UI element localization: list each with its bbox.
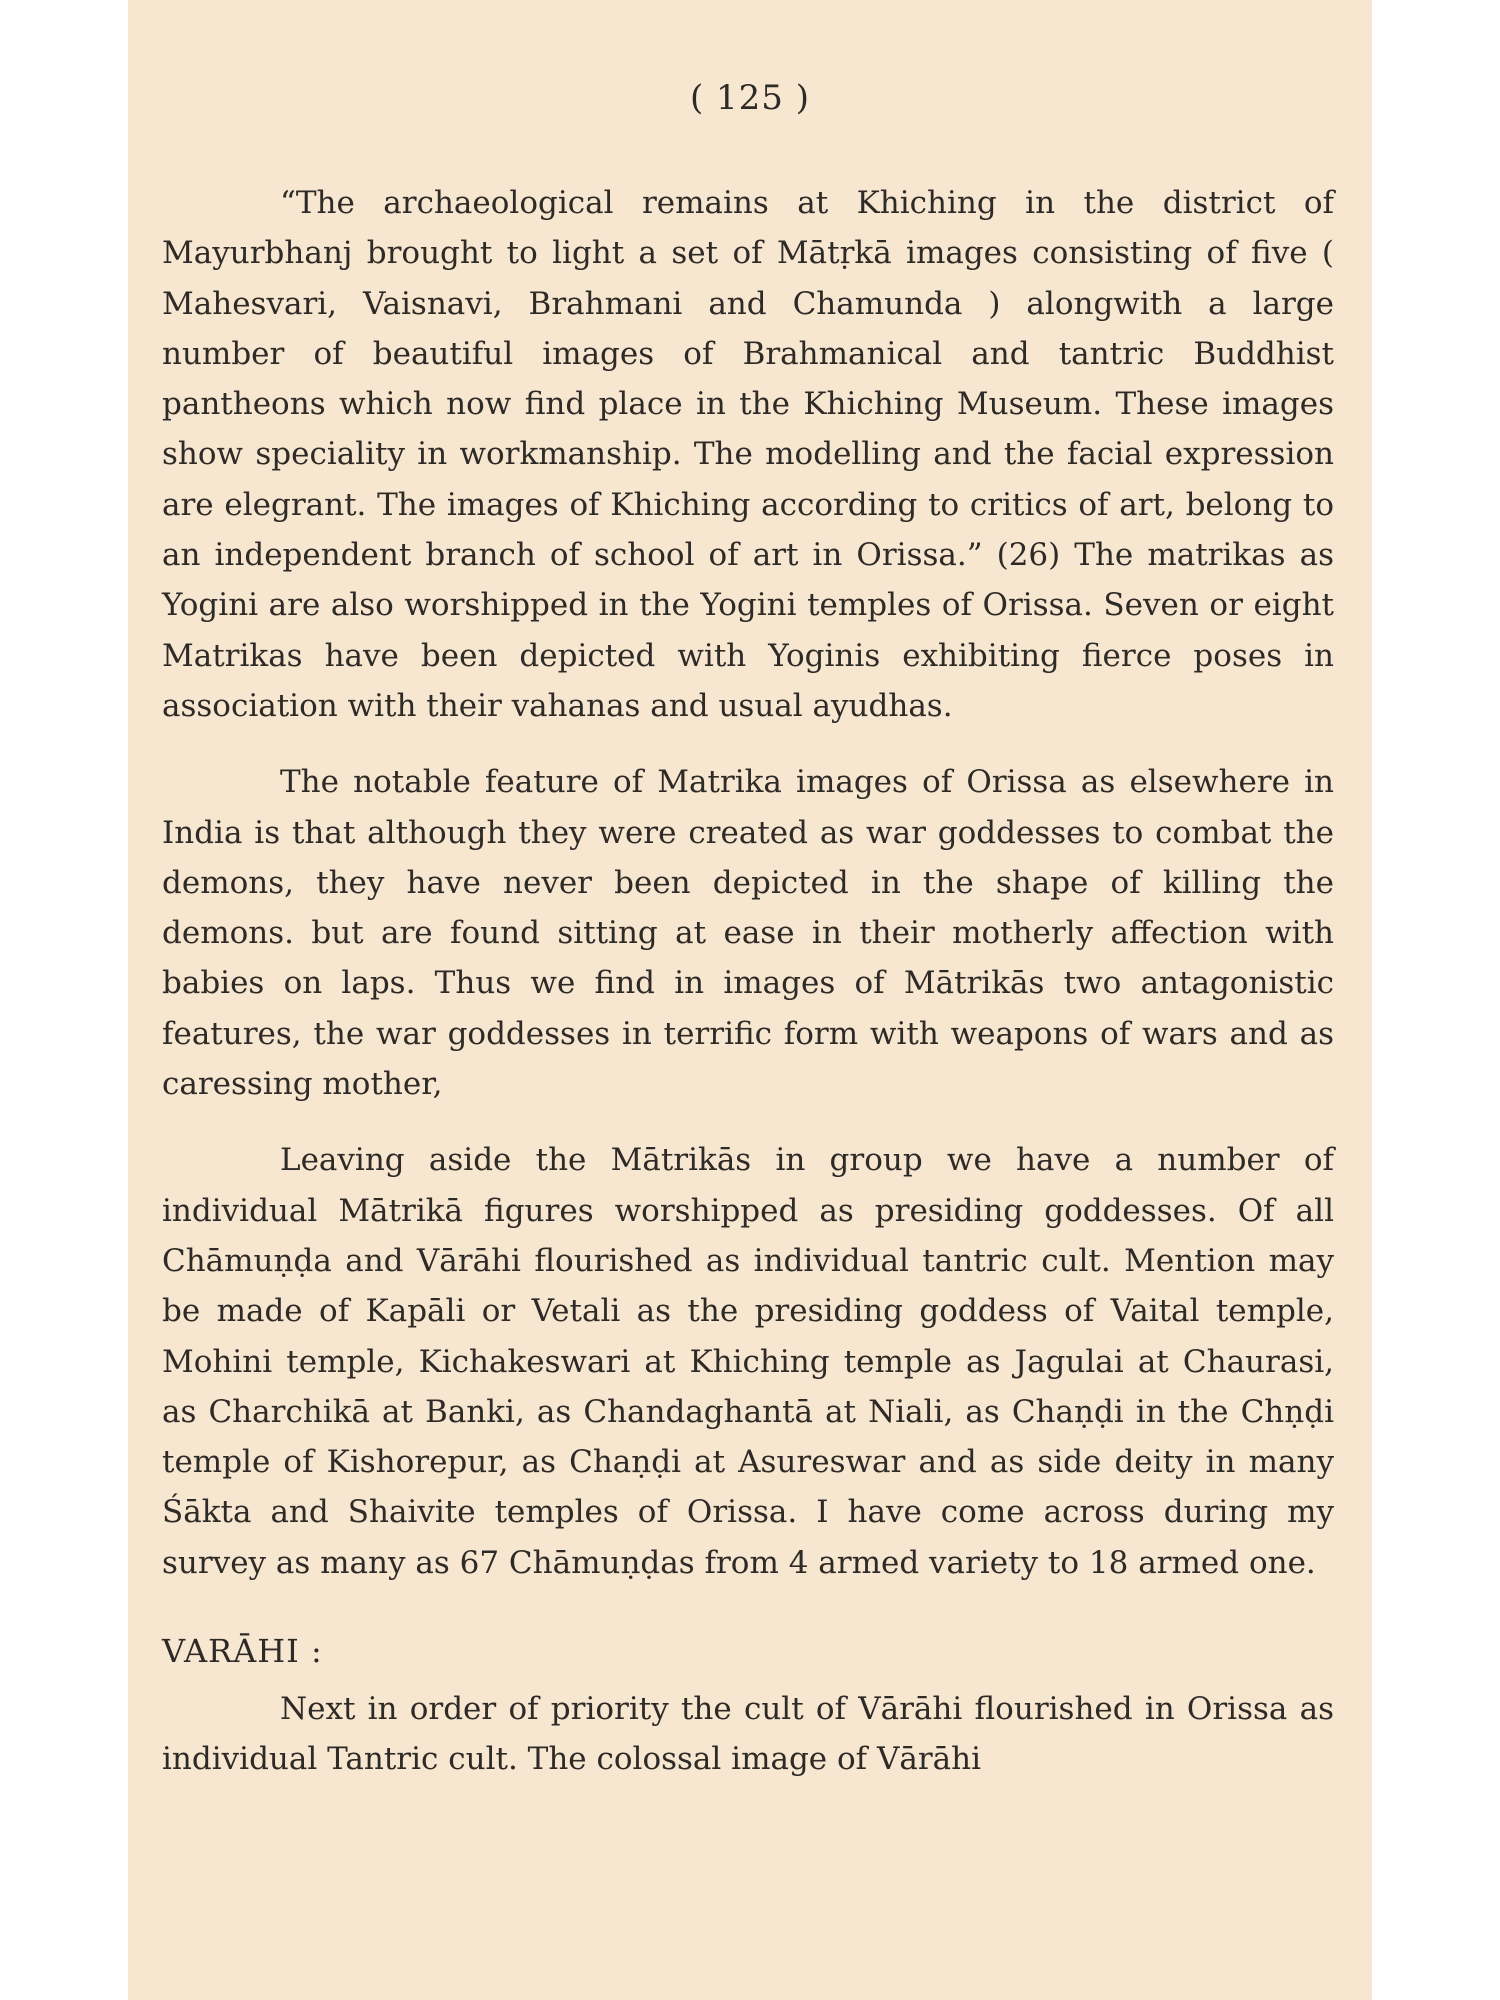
paragraph-individual-matrikas: Leaving aside the Mātrikās in group we have a number of individual Mātrikā figures worshipped as presiding goddesses. Of all Chāmuṇḍa and Vārāhi flourished as individual tantric cult. Mention may be made of Kapāli or Vetali as the presiding goddess of Vaital temple, Mohini temple, Kichakeswari at Khiching temple as Jagulai at Chaurasi, as Charchikā at Banki, as Chandaghantā at Niali, as Chaṇḍi in the Chṇḍi temple of Kishorepur, as Chaṇḍi at Asureswar and as side deity in many Śākta and Shaivite temples of Orissa. I have come across during my survey as many as 67 Chāmuṇḍas from 4 armed variety to 18 armed one. xyxy=(162,1142,1334,1581)
paragraph-varahi-cult: Next in order of priority the cult of Vārāhi flourished in Orissa as individual Tantric cult. The colossal image of Vārāhi xyxy=(162,1691,1334,1778)
paragraph-khiching-remains: “The archaeological remains at Khiching in the district of Mayurbhanj brought to light a set of Mātṛkā images consisting of five ( Mahesvari, Vaisnavi, Brahmani and Chamunda ) alongwith a large number of beautiful images of Brahmanical and tantric Buddhist pantheons which now find place in the Khiching Museum. These images show speciality in workmanship. The modelling and the facial expression are elegrant. The images of Khiching according to critics of art, belong to an independent branch of school of art in Orissa.” (26) The matrikas as Yogini are also worshipped in the Yogini temples of Orissa. Seven or eight Matrikas have been depicted with Yoginis exhibiting fierce poses in association with their vahanas and usual ayudhas. xyxy=(162,185,1334,724)
section-heading-varahi: VARĀHI : xyxy=(162,1632,323,1671)
page-number: ( 125 ) xyxy=(689,78,811,118)
page-body xyxy=(162,178,1334,1785)
paragraph-notable-feature: The notable feature of Matrika images of Orissa as elsewhere in India is that although they were created as war goddesses to combat the demons, they have never been depicted in the shape of killing the demons. but are found sitting at ease in their motherly affection with babies on laps. Thus we find in images of Mātrikās two antagonistic features, the war goddesses in terrific form with weapons of wars and as caressing mother, xyxy=(162,764,1334,1103)
book-page xyxy=(128,0,1372,2000)
